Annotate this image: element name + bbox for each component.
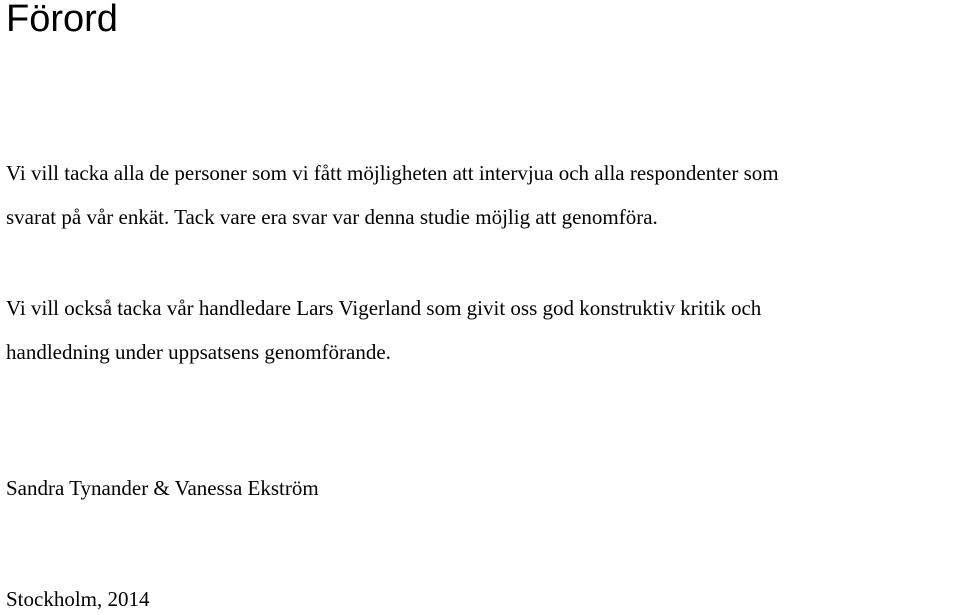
author-names: Sandra Tynander & Vanessa Ekström [6,476,319,500]
paragraph-line: Vi vill tacka alla de personer som vi fått möjligheten att intervjua och alla respondenter som [6,161,779,185]
place-and-date: Stockholm, 2014 [6,587,150,611]
acknowledgement-paragraph-2 [6,286,761,374]
paragraph-line: handledning under uppsatsens genomförande. [6,340,391,364]
acknowledgement-paragraph-1 [6,151,779,239]
page-title: Förord [6,0,118,40]
paragraph-line: Vi vill också tacka vår handledare Lars Vigerland som givit oss god konstruktiv kritik och [6,296,762,320]
paragraph-line: svarat på vår enkät. Tack vare era svar var denna studie möjlig att genomföra. [6,205,658,229]
